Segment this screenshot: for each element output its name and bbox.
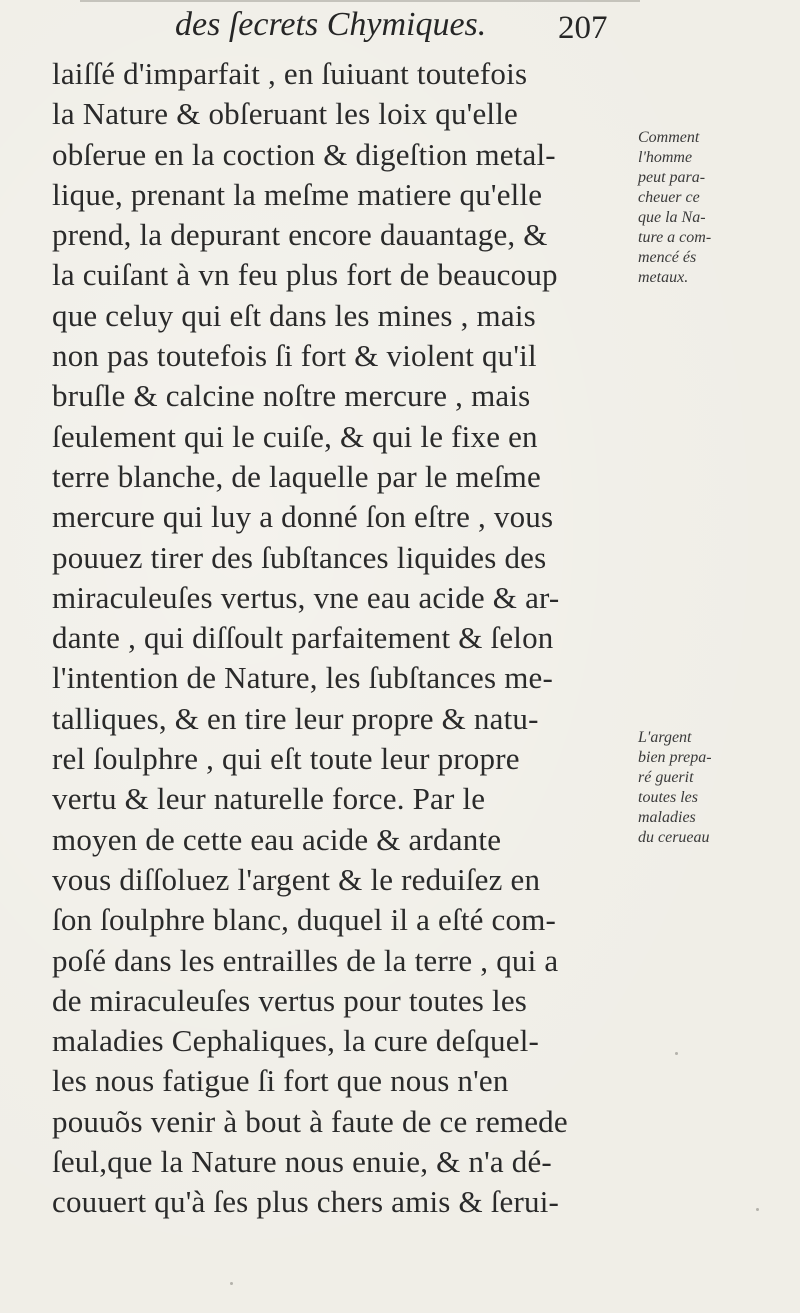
margin-note-line: peut para- [638,169,706,186]
text-line: les nous fatigue ſi fort que nous n'en [52,1063,509,1099]
paper-speck [675,1052,678,1055]
margin-note-line: L'argent [638,729,692,746]
margin-note-line: Comment [638,129,700,146]
margin-note-line: que la Na- [638,209,706,226]
text-line: poſé dans les entrailles de la terre , qui a [52,942,559,978]
margin-note-silver-cure [638,728,798,848]
text-line: la Nature & obſeruant les loix qu'elle [52,96,518,132]
top-edge-rule [80,0,640,2]
text-line: terre blanche, de laquelle par le meſme [52,458,541,494]
text-line: couuert qu'à ſes plus chers amis & ſerui- [52,1184,560,1220]
text-line: moyen de cette eau acide & ardante [52,821,502,857]
text-line: la cuiſant à vn feu plus fort de beaucoup [52,257,558,293]
text-line: l'intention de Nature, les ſubſtances me- [52,660,554,696]
text-line: non pas toutefois ſi fort & violent qu'il [52,338,537,374]
margin-note-line: ré guerit [638,769,694,786]
margin-note-line: du cerueau [638,829,710,846]
text-line: rel ſoulphre , qui eſt toute leur propre [52,741,520,777]
text-line: dante , qui diſſoult parfaitement & ſelon [52,620,554,656]
text-line: bruſle & calcine noſtre mercure , mais [52,378,531,414]
margin-note-line: maladies [638,809,696,826]
paper-speck [756,1208,759,1211]
margin-note-line: l'homme [638,149,693,166]
text-line: que celuy qui eſt dans les mines , mais [52,297,536,333]
text-line: laiſſé d'imparfait , en ſuiuant toutefois [52,56,528,91]
margin-note-line: bien prepa- [638,749,712,766]
text-line: ſeul,que la Nature nous enuie, & n'a dé- [52,1144,552,1180]
margin-note-line: metaux. [638,269,689,286]
margin-note-line: ture a com- [638,229,712,246]
body-text [52,54,632,1223]
text-line: prend, la depurant encore dauantage, & [52,217,548,253]
text-line: obſerue en la coction & digeſtion metal- [52,136,556,172]
text-line: pouuõs venir à bout à faute de ce remede [52,1103,568,1139]
text-line: ſon ſoulphre blanc, duquel il a eſté com- [52,902,557,938]
text-line: pouuez tirer des ſubſtances liquides des [52,539,547,575]
margin-note-line: mencé és [638,249,697,266]
text-line: ſeulement qui le cuiſe, & qui le fixe en [52,418,538,454]
text-line: talliques, & en tire leur propre & natu- [52,700,539,736]
running-head: des ſecrets Chymiques. [175,6,487,43]
text-line: lique, prenant la meſme matiere qu'elle [52,176,543,212]
text-line: de miraculeuſes vertus pour toutes les [52,982,528,1018]
text-line: vertu & leur naturelle force. Par le [52,781,486,817]
margin-note-nature-metals [638,128,798,288]
text-line: vous diſſoluez l'argent & le reduiſez en [52,861,541,897]
text-line: maladies Cephaliques, la cure deſquel- [52,1023,540,1059]
margin-note-line: toutes les [638,789,698,806]
margin-note-line: cheuer ce [638,189,700,206]
paper-speck [230,1282,233,1285]
text-line: miraculeuſes vertus, vne eau acide & ar- [52,579,560,615]
text-line: mercure qui luy a donné ſon eſtre , vous [52,499,554,535]
page-number: 207 [558,10,608,46]
